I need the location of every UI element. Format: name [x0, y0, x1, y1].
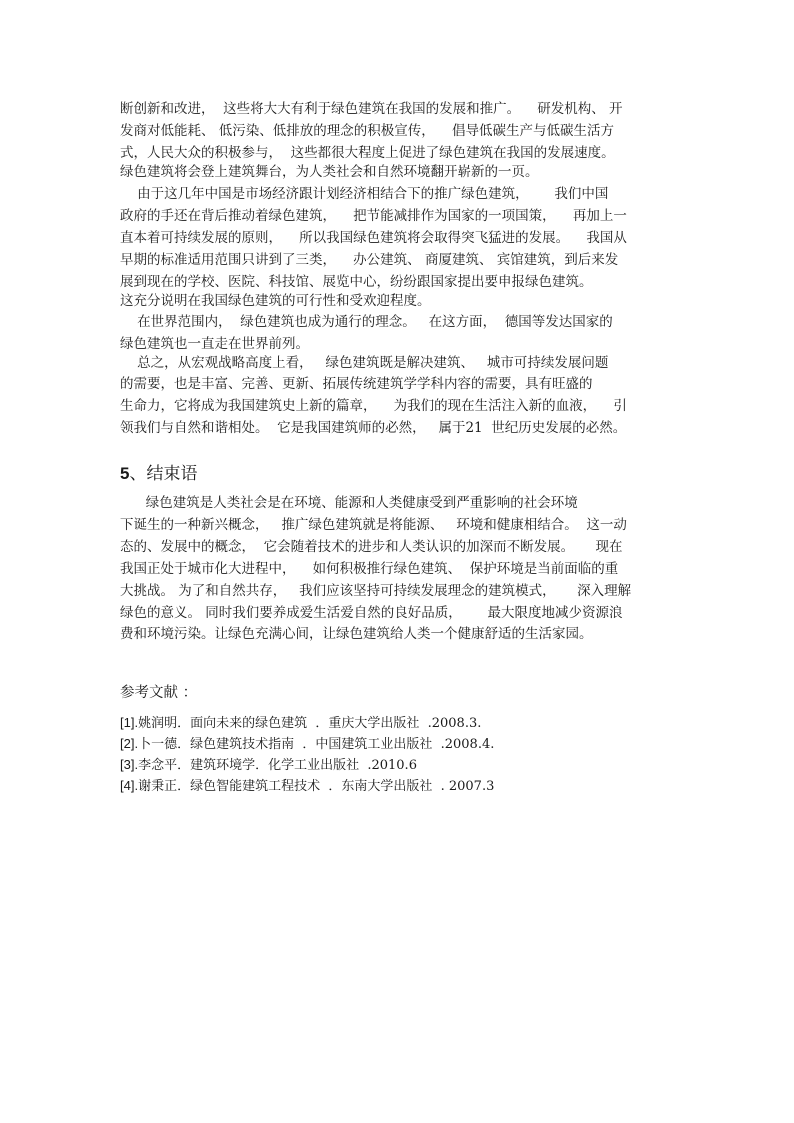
reference-number: [2]. — [120, 736, 139, 751]
section-heading — [120, 462, 197, 486]
body-line: 绿色建筑将会登上建筑舞台，为人类社会和自然环境翻开崭新的一页。 — [120, 164, 539, 180]
reference-item — [120, 755, 417, 776]
body-line: 由于这几年中国是市场经济跟计划经济相结合下的推广绿色建筑， 我们中国 — [120, 186, 609, 202]
reference-number: [3]. — [120, 757, 139, 772]
body-line: 态的、发展中的概念， 它会随着技术的进步和人类认识的加深而不断发展。 现在 — [120, 539, 623, 555]
body-line: 绿色的意义。 同时我们要养成爱生活爱自然的良好品质， 最大限度地减少资源浪 — [120, 605, 623, 621]
section-number: 5 — [120, 464, 130, 483]
reference-text: 谢秉正．绿色智能建筑工程技术 ．东南大学出版社 . 2007.3 — [138, 779, 495, 794]
body-line: 断创新和改进， 这些将大大有利于绿色建筑在我国的发展和推广。 研发机构、 开 — [120, 101, 623, 117]
section-title: 、结束语 — [129, 464, 198, 484]
body-line: 直本着可持续发展的原则， 所以我国绿色建筑将会取得突飞猛进的发展。 我国从 — [120, 230, 627, 246]
body-line: 我国正处于城市化大进程中， 如何积极推行绿色建筑、 保护环境是当前面临的重 — [120, 561, 619, 577]
reference-text: 卜一德．绿色建筑技术指南 ．中国建筑工业出版社 .2008.4. — [138, 737, 495, 752]
body-line: 发商对低能耗、 低污染、低排放的理念的积极宣传， 倡导低碳生产与低碳生活方 — [120, 123, 614, 139]
reference-number: [4]. — [120, 778, 139, 793]
body-line: 大挑战。 为了和自然共存， 我们应该坚持可持续发展理念的建筑模式， 深入理解 — [120, 583, 632, 599]
reference-item — [120, 713, 481, 734]
body-line: 费和环境污染。让绿色充满心间，让绿色建筑给人类一个健康舒适的生活家园。 — [120, 626, 593, 642]
reference-item — [120, 734, 494, 755]
body-line: 领我们与自然和谐相处。 它是我国建筑师的必然， 属于21 世纪历史发展的必然。 — [120, 420, 627, 436]
references-title: 参考文献 ： — [120, 685, 198, 701]
body-line: 生命力，它将成为我国建筑史上新的篇章， 为我们的现在生活注入新的血液， 引 — [120, 398, 627, 414]
reference-text: 李念平．建筑环境学．化学工业出版社 .2010.6 — [138, 758, 417, 773]
body-line: 政府的手还在背后推动着绿色建筑， 把节能减排作为国家的一项国策， 再加上一 — [120, 208, 627, 224]
body-line: 的需要，也是丰富、完善、更新、拓展传统建筑学学科内容的需要，具有旺盛的 — [120, 376, 593, 392]
body-line: 这充分说明在我国绿色建筑的可行性和受欢迎程度。 — [120, 293, 431, 309]
reference-item — [120, 776, 494, 797]
body-line: 总之，从宏观战略高度上看， 绿色建筑既是解决建筑、 城市可持续发展问题 — [120, 355, 609, 371]
body-line: 绿色建筑是人类社会是在环境、能源和人类健康受到严重影响的社会环境 — [120, 495, 578, 511]
body-line: 式，人民大众的积极参与， 这些都很大程度上促进了绿色建筑在我国的发展速度。 — [120, 145, 615, 161]
body-line: 展到现在的学校、医院、科技馆、展览中心，纷纷跟国家提出要申报绿色建筑。 — [120, 274, 593, 290]
reference-text: 姚润明．面向未来的绿色建筑 ．重庆大学出版社 .2008.3. — [138, 716, 482, 731]
body-line: 早期的标准适用范围只讲到了三类， 办公建筑、 商厦建筑、 宾馆建筑，到后来发 — [120, 252, 619, 268]
reference-number: [1]. — [120, 715, 139, 730]
body-line: 在世界范围内， 绿色建筑也成为通行的理念。 在这方面， 德国等发达国家的 — [120, 314, 613, 330]
body-line: 下诞生的一种新兴概念， 推广绿色建筑就是将能源、 环境和健康相结合。 这一动 — [120, 517, 627, 533]
body-line: 绿色建筑也一直走在世界前列。 — [120, 336, 309, 352]
